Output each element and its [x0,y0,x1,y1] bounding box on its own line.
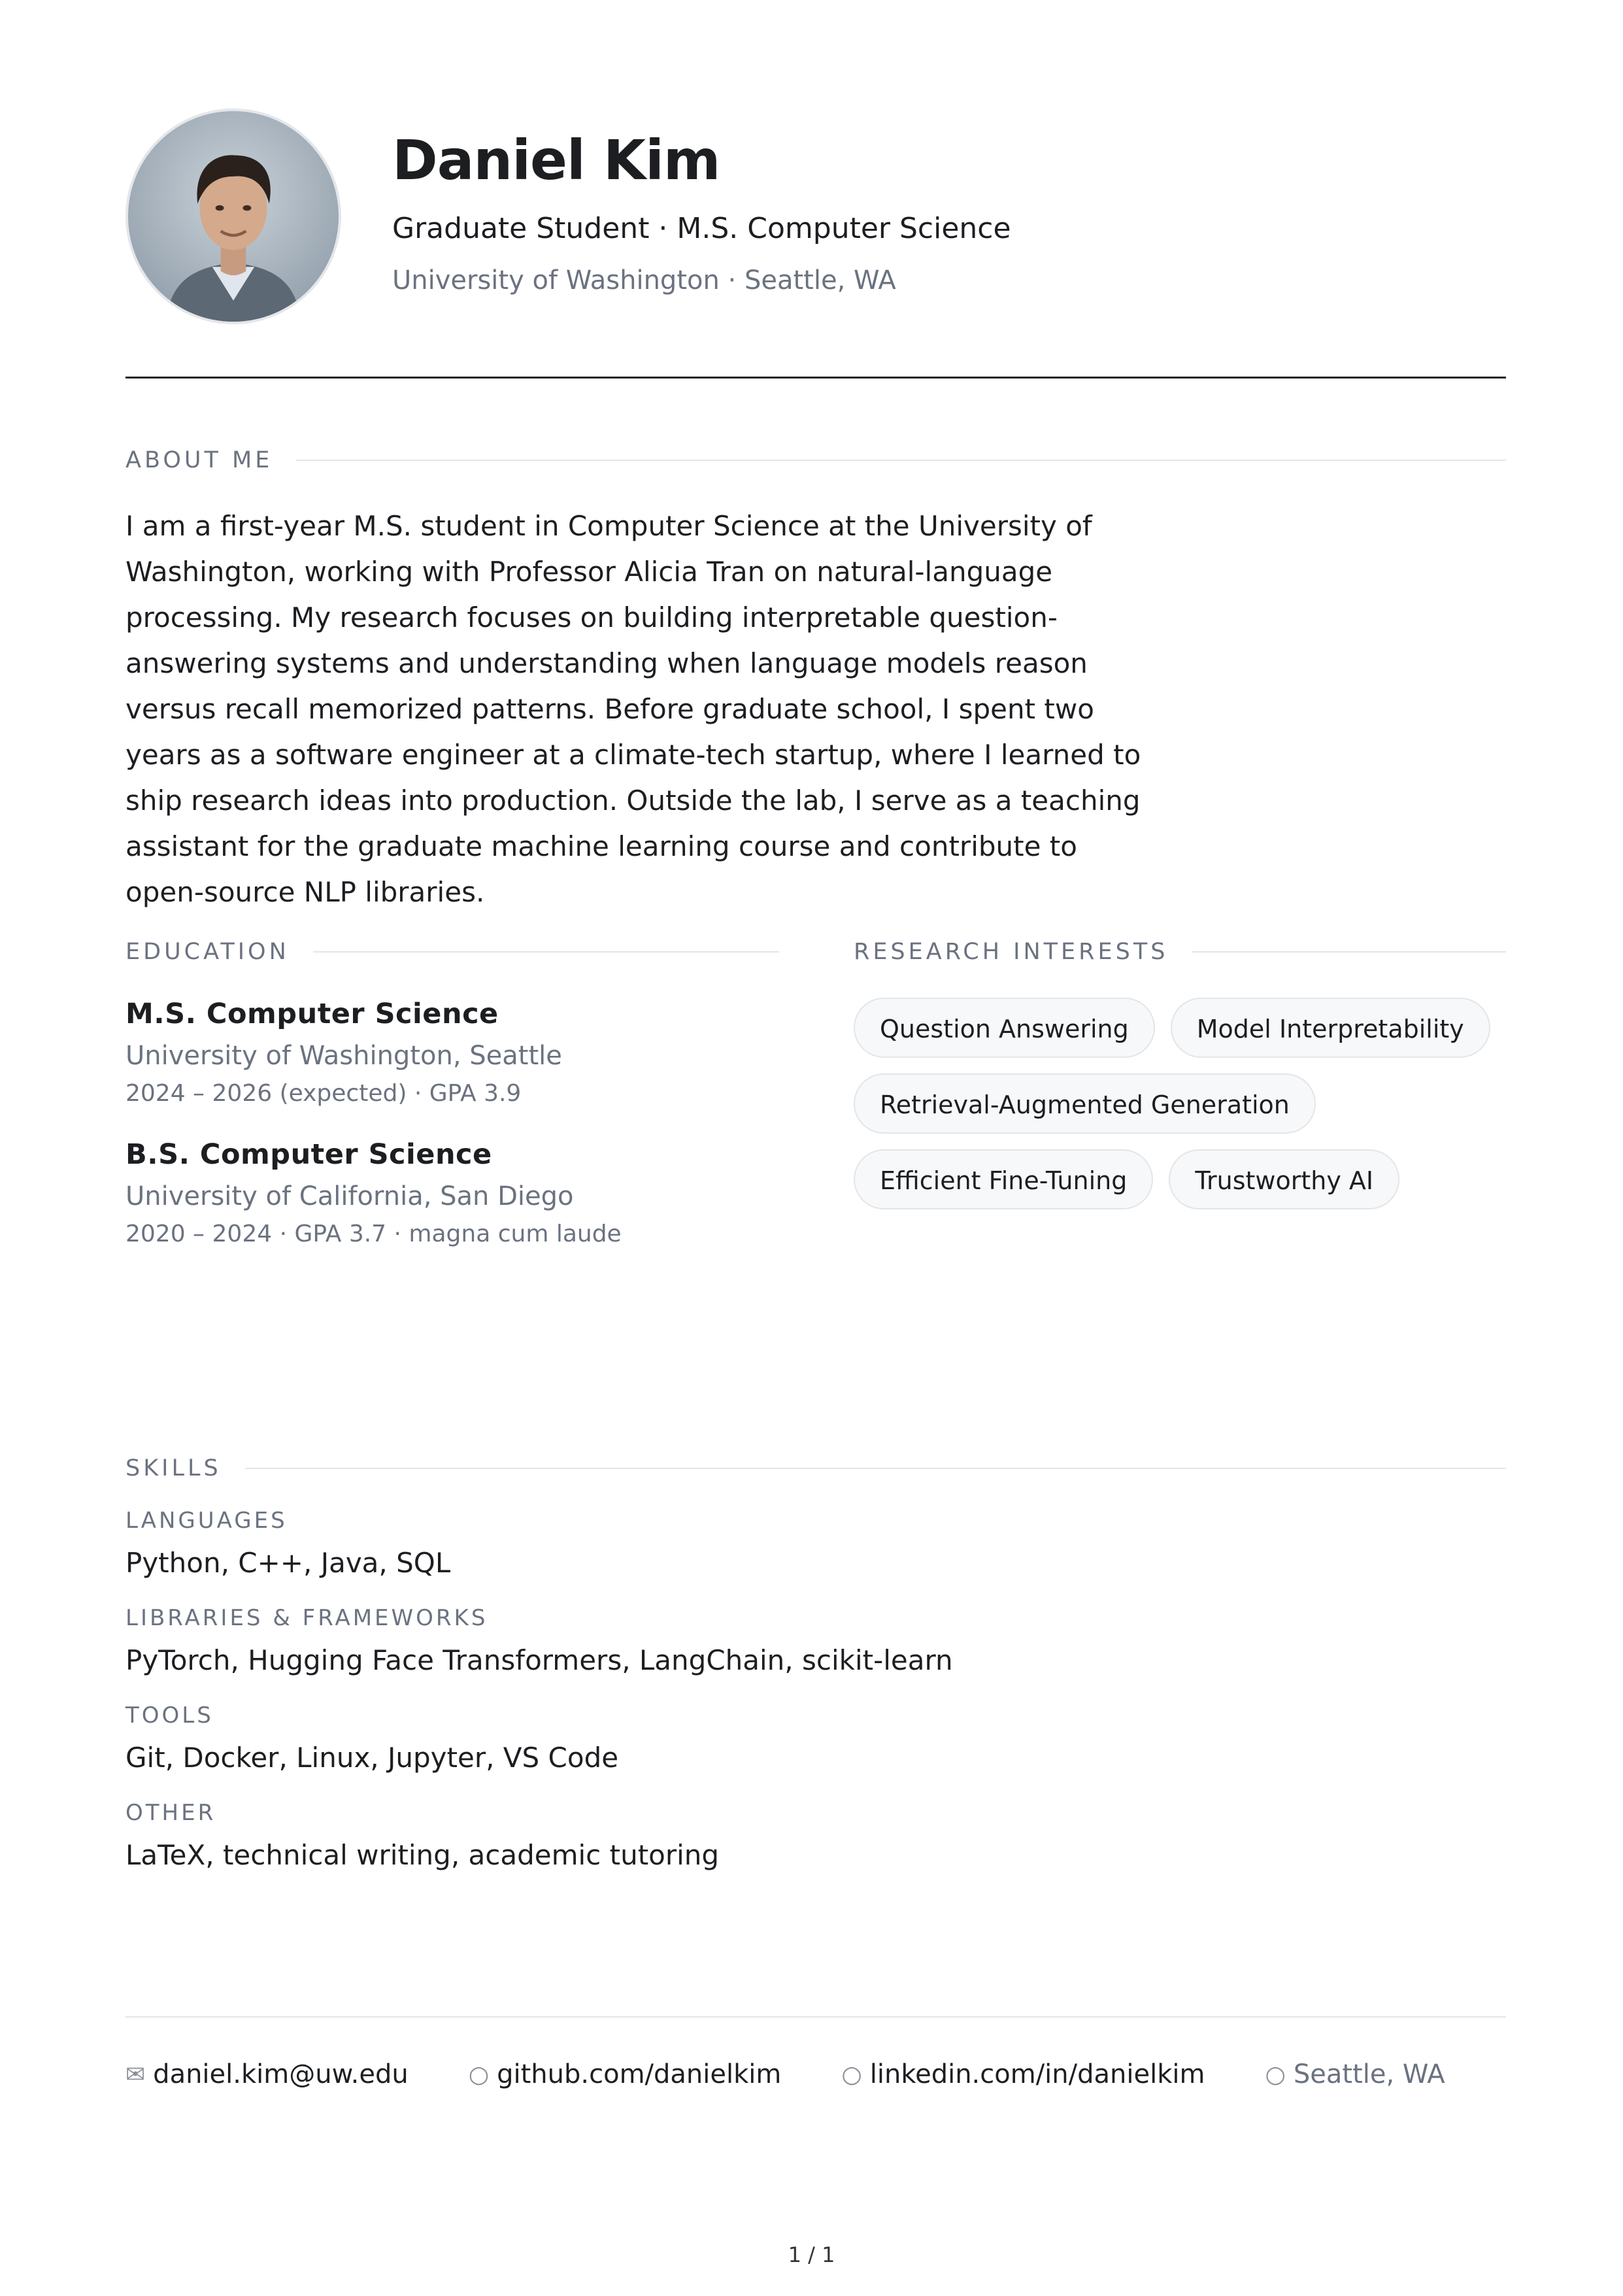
research-heading-label: RESEARCH INTERESTS [854,939,1169,965]
section-divider [313,951,779,953]
contact-email-text: daniel.kim@uw.edu [153,2059,409,2089]
skill-group [125,1605,1506,1676]
about-heading-label: ABOUT ME [125,447,273,473]
contact-email[interactable] [125,2059,409,2089]
research-heading [854,939,1506,965]
candidate-title: Graduate Student · M.S. Computer Science [392,212,1011,245]
resume-header [125,109,1506,378]
skill-values: LaTeX, technical writing, academic tutoring [125,1839,720,1871]
section-divider [296,460,1506,461]
edu-degree: M.S. Computer Science [125,998,499,1030]
research-tag: Trustworthy AI [1169,1149,1399,1209]
education-section [125,939,779,1247]
research-tag: Efficient Fine-Tuning [854,1149,1153,1209]
profile-photo-illustration [128,111,339,322]
profile-photo [125,109,341,324]
header-divider [125,377,1506,379]
envelope-icon: ✉ [125,2061,146,2088]
about-heading [125,447,1506,473]
skill-category: LANGUAGES [125,1508,288,1534]
circle-bullet-icon: ○ [841,2061,862,2088]
skill-values: Git, Docker, Linux, Jupyter, VS Code [125,1742,619,1774]
skill-category: LIBRARIES & FRAMEWORKS [125,1605,488,1631]
skill-category: OTHER [125,1800,216,1826]
skill-values: PyTorch, Hugging Face Transformers, LangChain, scikit-learn [125,1644,953,1676]
edu-school: University of California, San Diego [125,1181,574,1211]
page-number: 1 / 1 [788,2242,835,2267]
edu-degree: B.S. Computer Science [125,1138,492,1171]
research-tag: Model Interpretability [1171,998,1490,1058]
research-section [854,939,1506,1209]
resume-page [125,109,1506,2089]
contact-list [125,2059,1506,2089]
candidate-location: University of Washington · Seattle, WA [392,265,896,295]
section-divider [1192,951,1506,953]
contact-location-text: Seattle, WA [1293,2059,1445,2089]
candidate-name: Daniel Kim [392,128,720,192]
skills-section [125,1455,1506,1871]
skills-heading-label: SKILLS [125,1455,222,1481]
footer-divider [125,2016,1506,2017]
education-item [125,998,779,1107]
contact-github[interactable] [469,2059,782,2089]
about-text: I am a first-year M.S. student in Computer Science at the University of Washington, working with Professor Alicia Tran on natural-language processing. My research focuses on building interpretable question-answering systems and understanding when language models reason versus recall memorized patterns. Before graduate school, I spent two years as a software engineer at a climate-tech startup, where I learned to ship research ideas into production. Outside the lab, I serve as a teaching assistant for the graduate machine learning course and contribute to open-source NLP libraries. [125,510,1141,908]
about-section [125,447,1506,915]
skill-values: Python, C++, Java, SQL [125,1547,451,1579]
education-item [125,1138,779,1247]
contact-linkedin-text: linkedin.com/in/danielkim [869,2059,1205,2089]
skill-group [125,1702,1506,1774]
edu-meta: 2020 – 2024 · GPA 3.7 · magna cum laude [125,1221,622,1247]
edu-meta: 2024 – 2026 (expected) · GPA 3.9 [125,1080,522,1107]
section-divider [245,1468,1506,1469]
contact-location [1265,2059,1445,2089]
edu-school: University of Washington, Seattle [125,1041,562,1071]
circle-bullet-icon: ○ [1265,2061,1286,2088]
skill-group [125,1508,1506,1579]
education-heading [125,939,779,965]
research-tag: Question Answering [854,998,1155,1058]
skill-group [125,1800,1506,1871]
circle-bullet-icon: ○ [468,2061,490,2088]
contact-linkedin[interactable] [841,2059,1205,2089]
research-tag: Retrieval-Augmented Generation [854,1073,1316,1134]
skill-category: TOOLS [125,1702,214,1729]
education-heading-label: EDUCATION [125,939,290,965]
research-tags [854,998,1506,1209]
skills-heading [125,1455,1506,1481]
contact-github-text: github.com/danielkim [497,2059,782,2089]
contact-footer [125,2016,1506,2089]
